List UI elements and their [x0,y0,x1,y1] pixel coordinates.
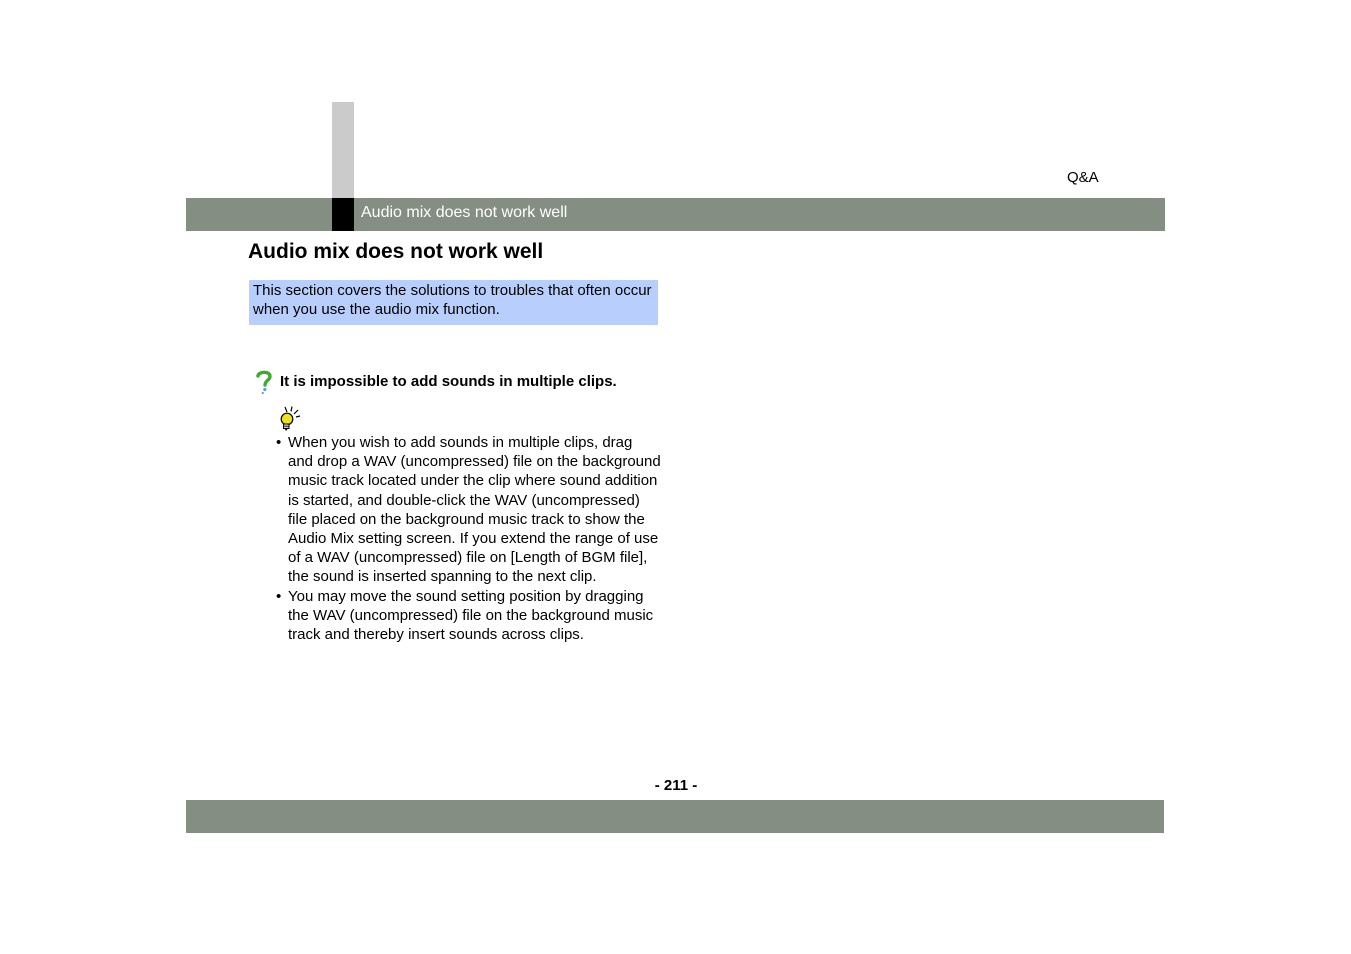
bullet: • [276,434,282,451]
page-number: - 211 - [654,777,698,794]
list-item [276,587,661,645]
answer-text: You may move the sound setting position by dragging the WAV (uncompressed) file on the background music track and thereby insert sounds across clips. [288,587,654,644]
page-title: Audio mix does not work well [248,240,544,263]
question-text: It is impossible to add sounds in multiple clips. [280,373,617,390]
answer-list [276,433,661,644]
question-row [254,369,674,395]
intro-box: This section covers the solutions to troubles that often occur when you use the audio mix function. [249,280,658,325]
footer-bar [186,800,1164,833]
header-black-block [332,198,354,231]
answer-text: When you wish to add sounds in multiple clips, drag and drop a WAV (uncompressed) file on the background music track located under the clip where sound addition is started, and double-click the WAV (uncompressed) file placed on the background music track to show the Audio Mix setting screen. If you extend the range of use of a WAV (uncompressed) file on [Length of BGM file], the sound is inserted spanning to the next clip. [288,434,661,586]
light-bulb-icon [278,406,302,434]
bullet: • [276,587,282,605]
header-title: Audio mix does not work well [361,204,568,221]
section-label: Q&A [1067,169,1099,186]
list-item [276,433,661,587]
header-gray-tab [332,102,354,198]
question-mark-icon [254,369,274,395]
